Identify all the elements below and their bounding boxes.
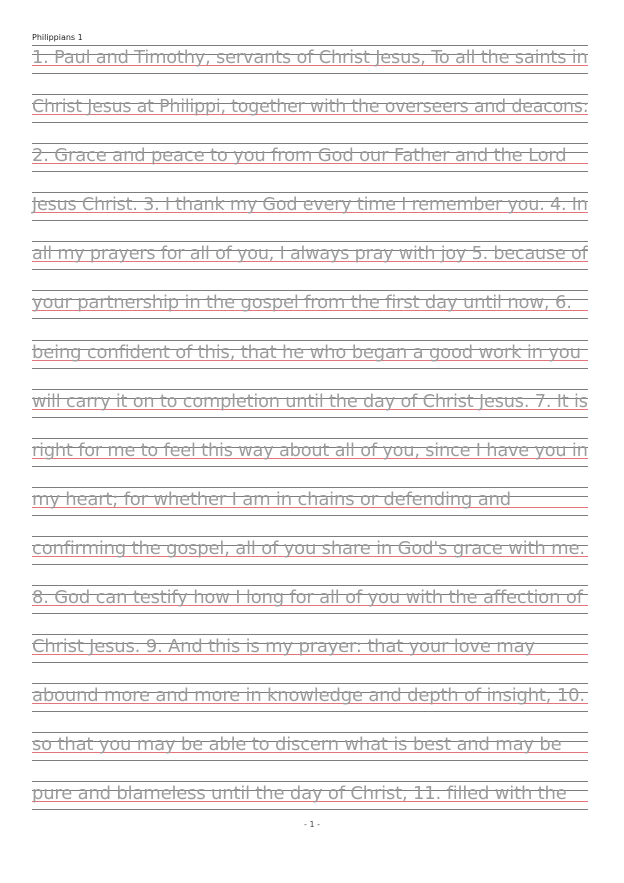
- guide-line: [32, 122, 588, 123]
- guide-line: [32, 269, 588, 270]
- handwriting-practice-sheet: [32, 44, 588, 830]
- trace-text: my heart; for whether I am in chains or defending and: [32, 488, 511, 510]
- trace-text: your partnership in the gospel from the first day until now, 6.: [32, 292, 572, 314]
- trace-text: so that you may be able to discern what is best and may be: [32, 734, 562, 756]
- guide-line: [32, 220, 588, 221]
- practice-row: [32, 437, 588, 486]
- trace-text: Jesus Christ. 3. I thank my God every time I remember you. 4. In: [32, 194, 588, 216]
- trace-text: 1. Paul and Timothy, servants of Christ Jesus, To all the saints in: [32, 47, 588, 68]
- practice-row: [32, 93, 588, 142]
- guide-line: [32, 662, 588, 663]
- practice-row: [32, 289, 588, 338]
- page-title: Philippians 1: [32, 33, 83, 42]
- trace-text: abound more and more in knowledge and depth of insight, 10.: [32, 685, 585, 707]
- guide-line: [32, 613, 588, 614]
- guide-line: [32, 73, 588, 74]
- practice-row: [32, 535, 588, 584]
- page-number: - 1 -: [304, 820, 320, 829]
- practice-row: [32, 584, 588, 633]
- practice-row: [32, 240, 588, 289]
- practice-row: [32, 142, 588, 191]
- guide-line: [32, 515, 588, 516]
- guide-line: [32, 809, 588, 810]
- trace-text: all my prayers for all of you, I always pray with joy 5. because of: [32, 243, 588, 265]
- trace-text: confirming the gospel, all of you share in God's grace with me.: [32, 537, 585, 559]
- practice-row: [32, 682, 588, 731]
- guide-line: [32, 417, 588, 418]
- guide-line: [32, 760, 588, 761]
- trace-text: will carry it on to completion until the day of Christ Jesus. 7. It is: [32, 390, 588, 412]
- trace-text: 2. Grace and peace to you from God our Father and the Lord: [32, 145, 567, 167]
- practice-row: [32, 191, 588, 240]
- trace-text: 8. God can testify how I long for all of you with the affection of: [32, 587, 583, 609]
- practice-row: [32, 339, 588, 388]
- guide-line: [32, 466, 588, 467]
- trace-text: right for me to feel this way about all of you, since I have you in: [32, 439, 588, 461]
- practice-row: [32, 731, 588, 780]
- guide-line: [32, 711, 588, 712]
- trace-text: Christ Jesus at Philippi, together with the overseers and deacons:: [32, 96, 589, 118]
- trace-text: being confident of this, that he who began a good work in you: [32, 341, 581, 363]
- practice-row: [32, 44, 588, 93]
- practice-row: [32, 486, 588, 535]
- trace-text: Christ Jesus. 9. And this is my prayer: that your love may: [32, 636, 535, 658]
- trace-text: pure and blameless until the day of Christ, 11. filled with the: [32, 783, 567, 805]
- guide-line: [32, 318, 588, 319]
- guide-line: [32, 171, 588, 172]
- guide-line: [32, 368, 588, 369]
- practice-row: [32, 633, 588, 682]
- guide-line: [32, 564, 588, 565]
- practice-row: [32, 388, 588, 437]
